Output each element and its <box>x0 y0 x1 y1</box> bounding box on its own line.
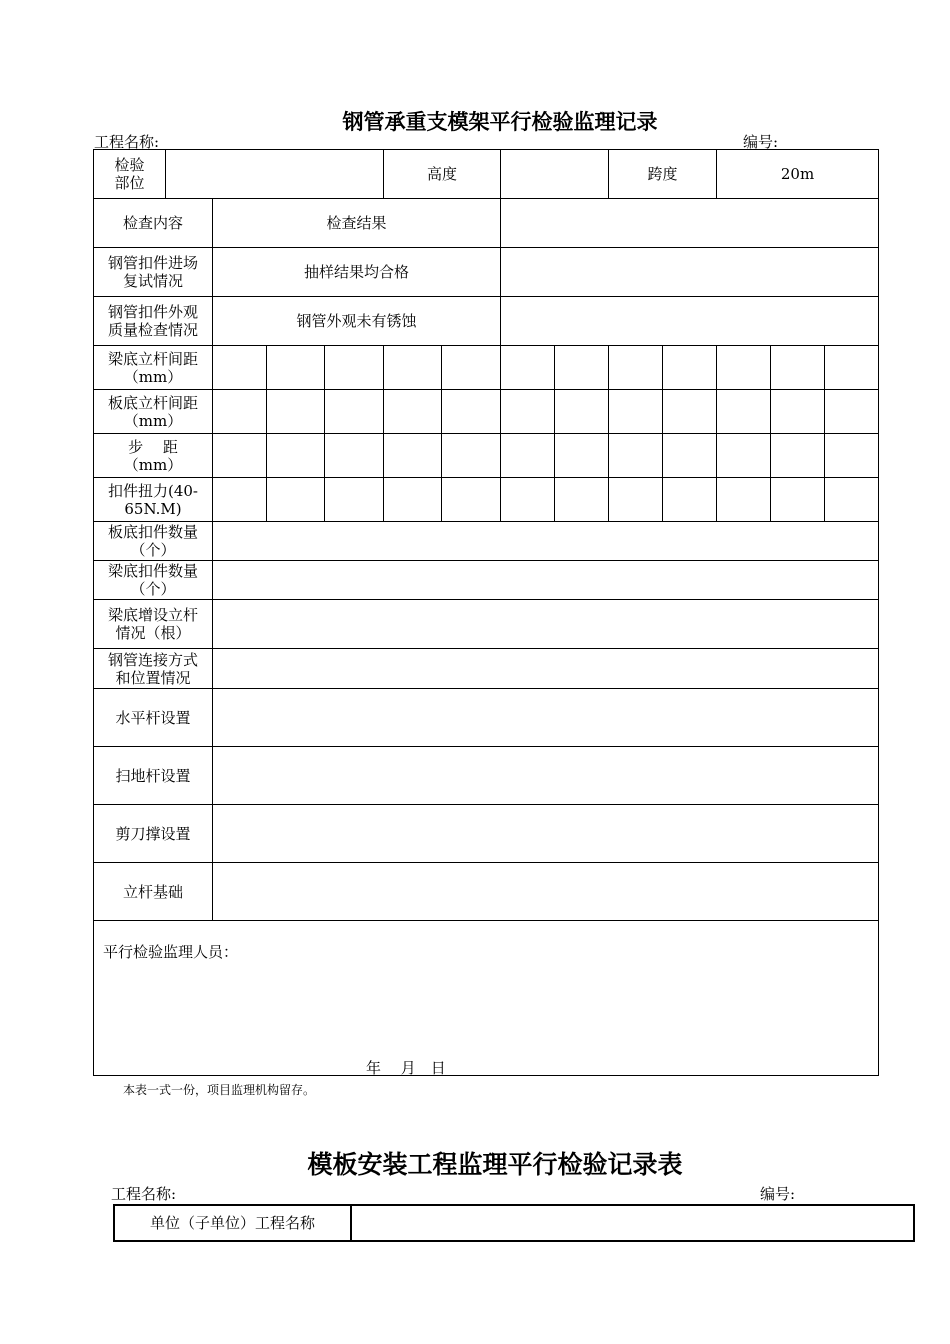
measure-cell[interactable] <box>267 434 325 478</box>
measure-cell[interactable] <box>825 478 879 522</box>
form1-note: 本表一式一份，项目监理机构留存。 <box>123 1083 316 1097</box>
measure-cell[interactable] <box>267 478 325 522</box>
measure-cell[interactable] <box>213 346 267 390</box>
measure-label: 板底立杆间距 （mm） <box>94 390 213 434</box>
measure-cell[interactable] <box>771 346 825 390</box>
measure-cell[interactable] <box>663 346 717 390</box>
row-location <box>94 150 879 199</box>
location-value[interactable] <box>166 150 384 199</box>
setting-row <box>94 863 879 921</box>
count-label: 钢管连接方式 和位置情况 <box>94 649 213 689</box>
measure-cell[interactable] <box>771 434 825 478</box>
measure-row <box>94 390 879 434</box>
form2-project-label: 工程名称: <box>111 1185 177 1203</box>
setting-row <box>94 805 879 863</box>
setting-value[interactable] <box>213 863 879 921</box>
unit-label: 单位（子单位）工程名称 <box>114 1205 351 1241</box>
check-row <box>94 248 879 297</box>
measure-cell[interactable] <box>442 478 501 522</box>
measure-row <box>94 346 879 390</box>
measure-cell[interactable] <box>717 478 771 522</box>
measure-cell[interactable] <box>442 346 501 390</box>
check-label: 钢管扣件外观 质量检查情况 <box>94 297 213 346</box>
height-value[interactable] <box>501 150 609 199</box>
measure-cell[interactable] <box>825 434 879 478</box>
count-value[interactable] <box>213 522 879 561</box>
result-header: 检查结果 <box>213 199 501 248</box>
sign-cell[interactable] <box>94 921 879 1076</box>
form1-number-label: 编号: <box>743 133 779 151</box>
measure-cell[interactable] <box>609 390 663 434</box>
measure-label: 扣件扭力(40- 65N.M) <box>94 478 213 522</box>
measure-row <box>94 478 879 522</box>
measure-cell[interactable] <box>267 390 325 434</box>
count-row <box>94 522 879 561</box>
unit-value[interactable] <box>351 1205 914 1241</box>
measure-cell[interactable] <box>663 390 717 434</box>
sign-label: 平行检验监理人员： <box>103 943 239 961</box>
form2-table <box>113 1204 915 1242</box>
span-label: 跨度 <box>609 150 717 199</box>
measure-cell[interactable] <box>717 346 771 390</box>
measure-cell[interactable] <box>825 346 879 390</box>
location-label: 检验 部位 <box>94 150 166 199</box>
measure-cell[interactable] <box>555 346 609 390</box>
measure-label: 步 距 （mm） <box>94 434 213 478</box>
form1-title: 钢管承重支模架平行检验监理记录 <box>342 109 658 134</box>
measure-cell[interactable] <box>555 390 609 434</box>
check-remark[interactable] <box>501 297 879 346</box>
setting-row <box>94 689 879 747</box>
count-label: 梁底扣件数量 （个） <box>94 561 213 600</box>
measure-cell[interactable] <box>717 434 771 478</box>
measure-cell[interactable] <box>825 390 879 434</box>
measure-cell[interactable] <box>501 434 555 478</box>
setting-label: 立杆基础 <box>94 863 213 921</box>
count-row <box>94 561 879 600</box>
check-label: 钢管扣件进场 复试情况 <box>94 248 213 297</box>
setting-row <box>94 747 879 805</box>
measure-cell[interactable] <box>442 434 501 478</box>
form1-table <box>93 149 879 1076</box>
measure-cell[interactable] <box>717 390 771 434</box>
measure-cell[interactable] <box>213 478 267 522</box>
measure-cell[interactable] <box>555 478 609 522</box>
count-label: 梁底增设立杆 情况（根） <box>94 600 213 649</box>
measure-cell[interactable] <box>609 434 663 478</box>
setting-label: 扫地杆设置 <box>94 747 213 805</box>
header-blank <box>501 199 879 248</box>
measure-cell[interactable] <box>384 346 442 390</box>
measure-cell[interactable] <box>325 434 384 478</box>
measure-cell[interactable] <box>384 478 442 522</box>
measure-cell[interactable] <box>771 390 825 434</box>
content-header: 检查内容 <box>94 199 213 248</box>
count-row <box>94 649 879 689</box>
measure-cell[interactable] <box>325 390 384 434</box>
check-result[interactable]: 抽样结果均合格 <box>213 248 501 297</box>
setting-value[interactable] <box>213 805 879 863</box>
measure-cell[interactable] <box>663 478 717 522</box>
sign-date: 年 月 日 <box>366 1059 446 1077</box>
measure-cell[interactable] <box>267 346 325 390</box>
check-row <box>94 297 879 346</box>
measure-cell[interactable] <box>325 346 384 390</box>
measure-cell[interactable] <box>771 478 825 522</box>
check-result[interactable]: 钢管外观未有锈蚀 <box>213 297 501 346</box>
setting-label: 水平杆设置 <box>94 689 213 747</box>
measure-cell[interactable] <box>663 434 717 478</box>
measure-cell[interactable] <box>609 478 663 522</box>
height-label: 高度 <box>384 150 501 199</box>
count-row <box>94 600 879 649</box>
measure-cell[interactable] <box>609 346 663 390</box>
measure-cell[interactable] <box>501 346 555 390</box>
setting-value[interactable] <box>213 689 879 747</box>
setting-value[interactable] <box>213 747 879 805</box>
setting-label: 剪刀撑设置 <box>94 805 213 863</box>
measure-cell[interactable] <box>384 390 442 434</box>
measure-cell[interactable] <box>501 390 555 434</box>
measure-cell[interactable] <box>384 434 442 478</box>
measure-cell[interactable] <box>325 478 384 522</box>
form2-title: 模板安装工程监理平行检验记录表 <box>307 1150 683 1179</box>
count-value[interactable] <box>213 561 879 600</box>
form1-project-label: 工程名称: <box>94 133 160 151</box>
count-label: 板底扣件数量 （个） <box>94 522 213 561</box>
measure-cell[interactable] <box>501 478 555 522</box>
measure-label: 梁底立杆间距 （mm） <box>94 346 213 390</box>
measure-row <box>94 434 879 478</box>
measure-cell[interactable] <box>213 434 267 478</box>
count-value[interactable] <box>213 600 879 649</box>
span-value[interactable]: 20m <box>717 150 879 199</box>
measure-cell[interactable] <box>555 434 609 478</box>
measure-cell[interactable] <box>442 390 501 434</box>
check-remark[interactable] <box>501 248 879 297</box>
measure-cell[interactable] <box>213 390 267 434</box>
count-value[interactable] <box>213 649 879 689</box>
form2-number-label: 编号: <box>760 1185 796 1203</box>
row-header <box>94 199 879 248</box>
sign-row <box>94 921 879 1076</box>
